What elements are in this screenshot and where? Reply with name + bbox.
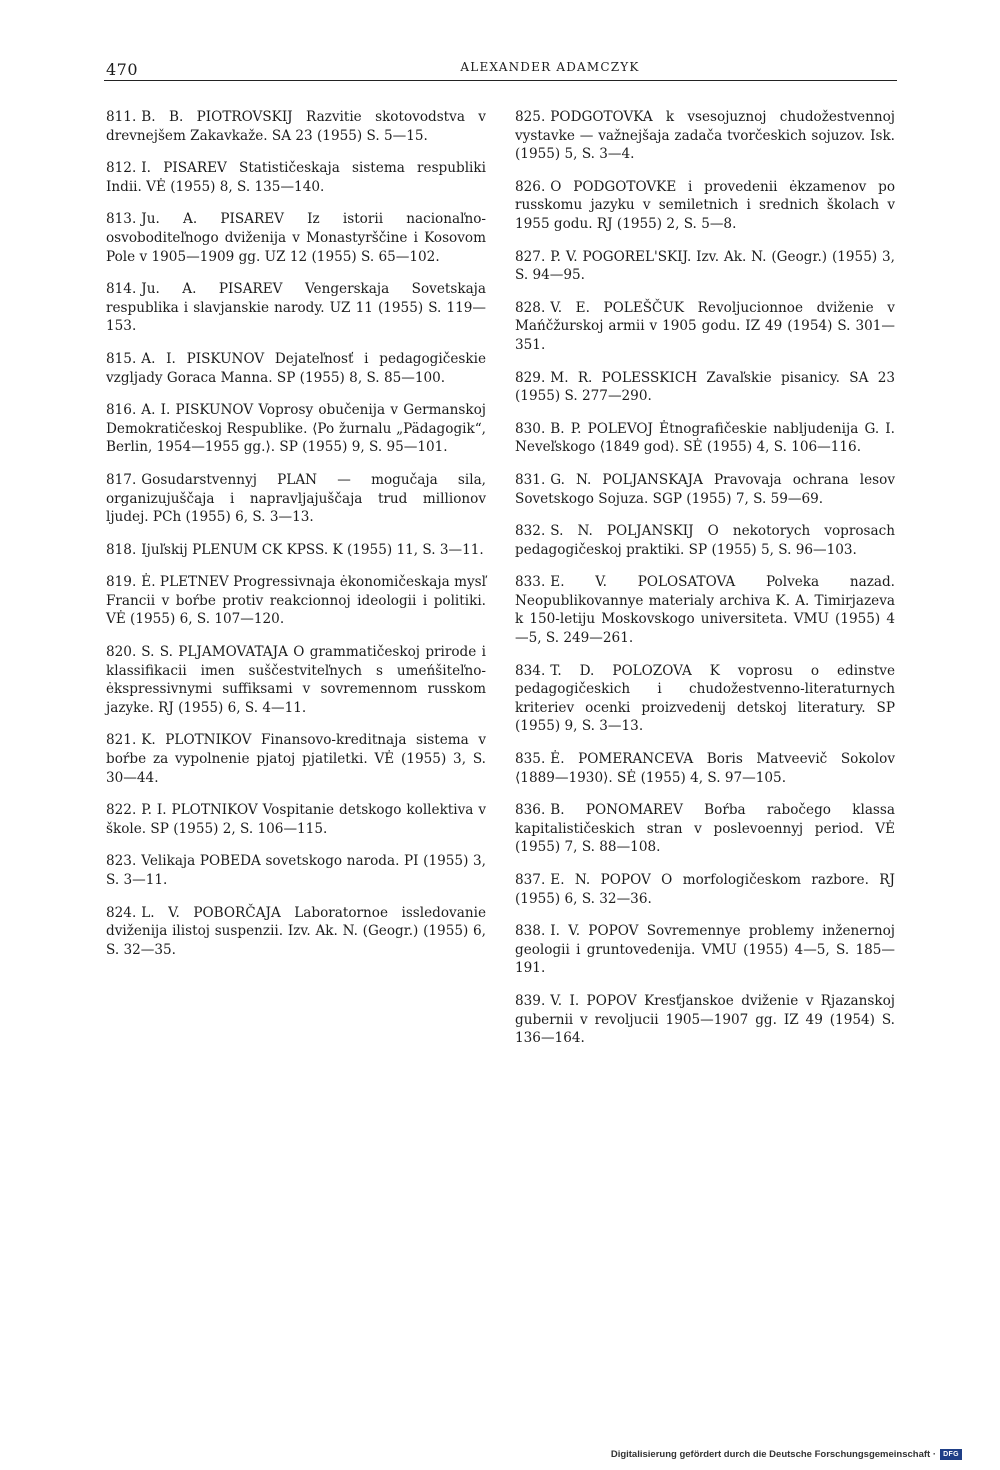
entry-text: B. B. PIOTROVSKIJ Razvitie skotovodstva v drevnejšem Zakavkaže. SA 23 (1955) S. 5—15. [106, 109, 486, 144]
entry-text: PODGOTOVKA k vsesojuznoj chudožestvennoj vystavke — važnejšaja zadača tvorčeskich sojuzov. Isk. (1955) 5, S. 3—4. [515, 109, 895, 163]
bibliography-entry [515, 573, 895, 647]
running-header: ALEXANDER ADAMCZYK [460, 60, 640, 74]
entry-number: 822. [106, 802, 137, 819]
bibliography-entry [106, 471, 486, 527]
entry-text: P. V. POGOREL'SKIJ. Izv. Ak. N. (Geogr.) (1955) 3, S. 94—95. [515, 248, 895, 284]
page-number: 470 [106, 60, 139, 79]
entry-number: 833. [515, 574, 546, 591]
bibliography-entry [106, 210, 486, 266]
bibliography-entry [515, 992, 895, 1048]
entry-number: 816. [106, 402, 137, 419]
entry-text: V. I. POPOV Kresťjanskoe dviženie v Rjazanskoj gubernii v revoljucii 1905—1907 gg. IZ 49 (1954) S. 136—164. [515, 992, 895, 1047]
entry-text: Ju. A. PISAREV Vengerskaja Sovetskaja respublika i slavjanskie narody. UZ 11 (1955) S. 119—153. [106, 281, 486, 335]
entry-text: A. I. PISKUNOV Voprosy obučenija v Germanskoj Demokratičeskoj Respublike. ⟨Po žurnalu „Pädagogik“, Berlin, 1954—1955 gg.⟩. SP (1955) 9, S. 95—101. [106, 402, 486, 456]
entry-text: Ijuľskij PLENUM CK KPSS. K (1955) 11, S. 3—11. [141, 541, 484, 558]
entry-text: Velikaja POBEDA sovetskogo naroda. PI (1955) 3, S. 3—11. [106, 853, 486, 888]
entry-text: O PODGOTOVKE i provedenii ėkzamenov po russkomu jazyku v semiletnich i srednich školach v 1955 godu. RJ (1955) 2, S. 5—8. [515, 178, 895, 232]
bibliography-entry [515, 522, 895, 559]
entry-text: Ė. PLETNEV Progressivnaja ėkonomičeskaja mysľ Francii v boŕbe protiv reakcionnoj ideologii i politiki. VĖ (1955) 6, S. 107—120. [106, 574, 486, 628]
bibliography-entry [106, 401, 486, 457]
bibliography-entry [515, 871, 895, 908]
bibliography-entry [515, 750, 895, 787]
entry-text: E. N. POPOV O morfologičeskom razbore. RJ (1955) 6, S. 32—36. [515, 872, 895, 907]
entry-number: 812. [106, 160, 137, 177]
entry-text: B. PONOMAREV Boŕba rabočego klassa kapitalističeskich stran v poslevoennyj period. VĖ (1955) 7, S. 88—108. [515, 802, 895, 856]
entry-number: 831. [515, 471, 546, 488]
entry-number: 814. [106, 281, 137, 298]
entry-number: 827. [515, 248, 546, 265]
entry-text: B. P. POLEVOJ Ėtnografičeskie nabljudenija G. I. Neveľskogo ⟨1849 god⟩. SĖ (1955) 4, S. 106—116. [515, 420, 895, 456]
bibliography-entry [515, 178, 895, 234]
bibliography-entry [106, 731, 486, 787]
entry-number: 836. [515, 802, 546, 819]
entry-text: L. V. POBORČAJA Laboratornoe issledovanie dviženija ilistoj suspenzii. Izv. Ak. N. (Geogr.) (1955) 6, S. 32—35. [106, 904, 486, 958]
left-column [106, 108, 486, 973]
bibliography-entry [515, 420, 895, 457]
entry-number: 825. [515, 109, 546, 125]
bibliography-entry [106, 280, 486, 336]
footer-credit [611, 1449, 962, 1460]
bibliography-entry [515, 922, 895, 978]
entry-text: I. PISAREV Statističeskaja sistema respubliki Indii. VĖ (1955) 8, S. 135—140. [106, 160, 486, 195]
entry-number: 839. [515, 992, 546, 1009]
bibliography-entry [515, 471, 895, 508]
entry-text: E. V. POLOSATOVA Polveka nazad. Neopublikovannye materialy archiva K. A. Timirjazeva k 150-letiju Moskovskogo universiteta. VMU (1955) 4—5, S. 249—261. [515, 574, 895, 647]
entry-number: 817. [106, 471, 137, 488]
entry-text: Ju. A. PISAREV Iz istorii nacionaľno-osvoboditeľnogo dviženija v Monastyrščine i Kosovom Pole v 1905—1909 gg. UZ 12 (1955) S. 65—102. [106, 211, 486, 265]
bibliography-entry [106, 801, 486, 838]
entry-number: 821. [106, 732, 137, 749]
entry-number: 835. [515, 751, 546, 768]
bibliography-entry [106, 159, 486, 196]
bibliography-entry [515, 369, 895, 406]
entry-number: 811. [106, 109, 137, 125]
entry-number: 838. [515, 923, 546, 940]
entry-text: M. R. POLESSKICH Zavaľskie pisanicy. SA 23 (1955) S. 277—290. [515, 369, 895, 405]
entry-number: 828. [515, 299, 546, 316]
entry-text: Gosudarstvennyj PLAN — mogučaja sila, organizujuščaja i napravljajuščaja trud millionov ljudej. PCh (1955) 6, S. 3—13. [106, 471, 486, 526]
entry-number: 837. [515, 872, 546, 888]
entry-number: 813. [106, 211, 137, 228]
bibliography-entry [515, 801, 895, 857]
entry-number: 820. [106, 644, 137, 661]
entry-text: S. N. POLJANSKIJ O nekotorych voprosach pedagogičeskoj praktiki. SP (1955) 5, S. 96—103. [515, 523, 895, 558]
entry-number: 815. [106, 350, 137, 367]
bibliography-entry [515, 108, 895, 164]
entry-number: 826. [515, 178, 546, 195]
entry-number: 823. [106, 853, 137, 870]
bibliography-entry [106, 573, 486, 629]
right-column [515, 108, 895, 1062]
bibliography-entry [106, 904, 486, 960]
entry-text: A. I. PISKUNOV Dejateľnosť i pedagogičeskie vzgljady Goraca Manna. SP (1955) 8, S. 85—100. [106, 350, 486, 386]
entry-text: T. D. POLOZOVA K voprosu o edinstve pedagogičeskich i chudožestvenno-literaturnych kriteriev ocenki proizvedenij detskoj literatury. SP (1955) 9, S. 3—13. [515, 662, 895, 735]
header-rule [104, 80, 897, 81]
entry-text: I. V. POPOV Sovremennye problemy inženernoj geologii i gruntovedenija. VMU (1955) 4—5, S. 185—191. [515, 923, 895, 977]
bibliography-entry [515, 299, 895, 355]
entry-number: 830. [515, 420, 546, 437]
bibliography-entry [106, 108, 486, 145]
bibliography-entry [515, 662, 895, 736]
footer-text: Digitalisierung gefördert durch die Deutsche Forschungsgemeinschaft · [610, 1449, 936, 1460]
entry-number: 829. [515, 369, 546, 386]
entry-number: 834. [515, 662, 546, 679]
entry-number: 824. [106, 904, 137, 921]
bibliography-entry [106, 643, 486, 717]
entry-number: 818. [106, 541, 137, 558]
entry-text: Ė. POMERANCEVA Boris Matveevič Sokolov ⟨1889—1930⟩. SĖ (1955) 4, S. 97—105. [515, 751, 895, 786]
entry-text: K. PLOTNIKOV Finansovo-kreditnaja sistema v boŕbe za vypolnenie pjatoj pjatiletki. VĖ (1955) 3, S. 30—44. [106, 732, 486, 786]
bibliography-entry [106, 852, 486, 889]
bibliography-entry [106, 350, 486, 387]
entry-text: P. I. PLOTNIKOV Vospitanie detskogo kollektiva v škole. SP (1955) 2, S. 106—115. [106, 802, 486, 837]
bibliography-entry [515, 248, 895, 285]
entry-text: S. S. PLJAMOVATAJA O grammatičeskoj prirode i klassifikacii imen suščestviteľnych s umeńšiteľno-ėkspressivnymi suffiksami v sovremennom russkom jazyke. RJ (1955) 6, S. 4—11. [106, 644, 486, 716]
dfg-logo: DFG [940, 1449, 962, 1460]
entry-text: G. N. POLJANSKAJA Pravovaja ochrana lesov Sovetskogo Sojuza. SGP (1955) 7, S. 59—69. [515, 471, 895, 507]
entry-number: 832. [515, 523, 546, 540]
entry-text: V. E. POLEŠČUK Revoljucionnoe dviženie v Mańčžurskoj armii v 1905 godu. IZ 49 (1954) S. 301—351. [515, 299, 895, 353]
bibliography-entry [106, 541, 486, 560]
entry-number: 819. [106, 574, 137, 591]
